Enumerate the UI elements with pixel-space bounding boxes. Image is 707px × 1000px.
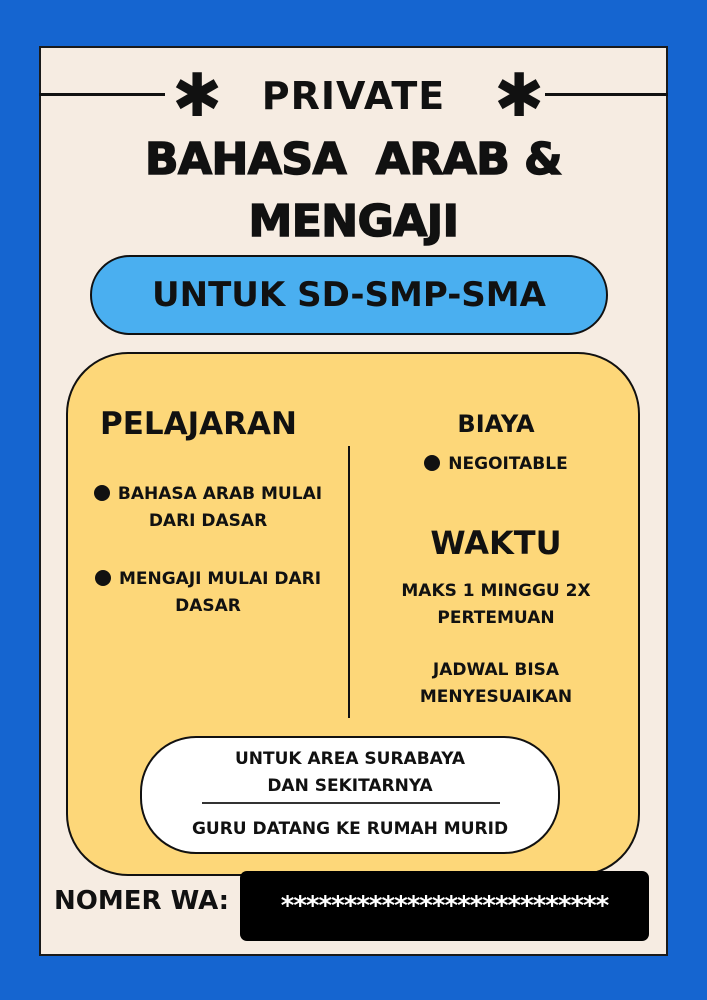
time-note-line2: PERTEMUAN — [437, 608, 555, 628]
time-note — [360, 657, 632, 711]
time-note-line2: MENYESUAIKAN — [419, 687, 573, 707]
column-divider — [348, 446, 350, 718]
contact-number-redacted: ************************** — [240, 871, 649, 941]
contact-label: NOMER WA: — [54, 886, 230, 916]
lesson-item-line2: DARI DASAR — [148, 511, 268, 531]
level-badge: UNTUK SD-SMP-SMA — [90, 255, 608, 335]
title-line-1: BAHASA ARAB & — [144, 134, 563, 185]
time-note — [360, 578, 632, 632]
area-line2: DAN SEKITARNYA — [267, 776, 433, 796]
asterisk-icon: ✱ — [494, 61, 545, 131]
time-note-line1: JADWAL BISA — [432, 660, 560, 680]
time-note-line1: MAKS 1 MINGGU 2X — [401, 581, 591, 601]
area-divider — [202, 802, 500, 804]
lesson-item-line2: DASAR — [175, 596, 241, 616]
lesson-item — [78, 566, 338, 620]
lessons-heading: PELAJARAN — [100, 406, 297, 442]
title-line-2: MENGAJI — [248, 196, 459, 247]
fee-item — [360, 454, 632, 474]
fee-heading: BIAYA — [457, 410, 535, 438]
area-note: GURU DATANG KE RUMAH MURID — [191, 819, 509, 839]
lesson-item-line1: BAHASA ARAB MULAI — [117, 484, 323, 504]
time-heading: WAKTU — [430, 524, 562, 562]
header-label: PRIVATE — [261, 74, 446, 118]
bullet-icon — [94, 485, 110, 501]
area-text — [140, 746, 560, 800]
bullet-icon — [424, 455, 440, 471]
area-line1: UNTUK AREA SURABAYA — [234, 749, 466, 769]
fee-value: NEGOITABLE — [448, 454, 568, 474]
lesson-item — [78, 481, 338, 535]
asterisk-icon: ✱ — [172, 61, 223, 131]
bullet-icon — [95, 570, 111, 586]
lesson-item-line1: MENGAJI MULAI DARI — [118, 569, 322, 589]
